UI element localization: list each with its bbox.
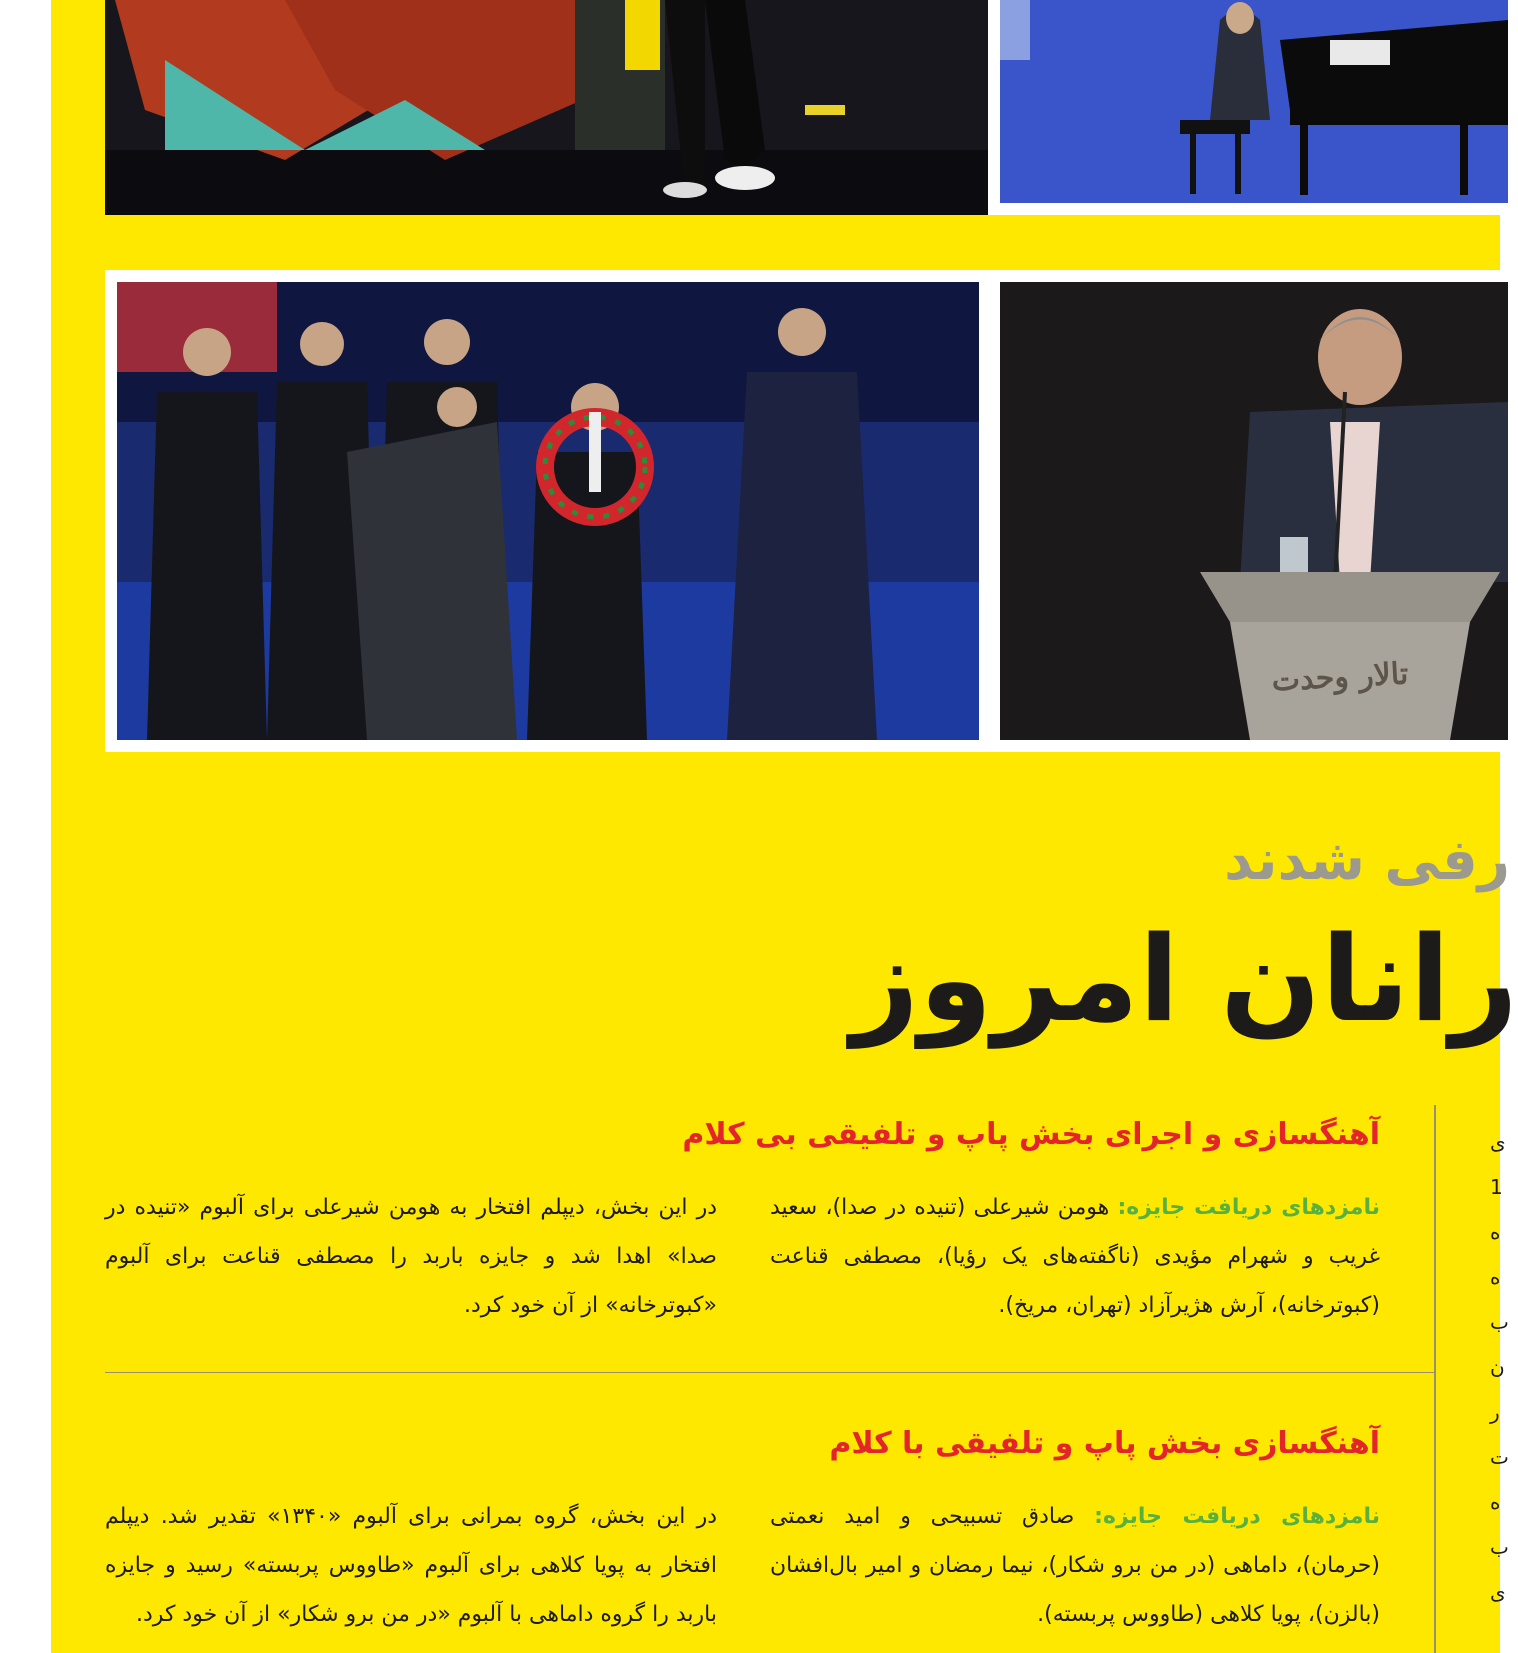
section1-title: آهنگسازی و اجرای بخش پاپ و تلفیقی بی کلام xyxy=(682,1117,1380,1152)
cropped-column-edge xyxy=(1490,1120,1509,1615)
edge-glyph: ه xyxy=(1490,1220,1501,1244)
edge-glyph: ر xyxy=(1490,1400,1500,1424)
section1-nominees-text: هومن شیرعلی (تنیده در صدا)، سعید غریب و شهرام مؤیدی (ناگفته‌های یک رؤیا)، مصطفی قناعت (کبوترخانه)، آرش هژیرآزاد (تهران، مریخ). xyxy=(770,1195,1380,1318)
headline-kicker: رفی شدند xyxy=(1224,828,1510,893)
section2-nominees-label: نامزدهای دریافت جایزه: xyxy=(1094,1504,1380,1529)
edge-glyph: ه xyxy=(1490,1490,1501,1514)
edge-glyph: ت xyxy=(1490,1445,1509,1469)
edge-glyph: ب xyxy=(1490,1310,1509,1334)
stage-carpet-image xyxy=(105,0,993,215)
section2-nominees xyxy=(770,1492,1380,1639)
headline-title: رانان امروز xyxy=(851,910,1518,1048)
edge-glyph: ه xyxy=(1490,1265,1501,1289)
award-ceremony-image xyxy=(117,282,979,740)
edge-glyph: ن xyxy=(1490,1355,1505,1379)
pianist-image xyxy=(1000,0,1508,203)
podium-inscription: تالار وحدت xyxy=(1270,656,1410,699)
section-divider-horizontal xyxy=(105,1372,1436,1373)
edge-glyph: ب xyxy=(1490,1535,1509,1559)
edge-glyph: ی xyxy=(1490,1130,1506,1154)
section2-nominees-text: صادق تسبیحی و امید نعمتی (حرمان)، داماهی (در من برو شکار)، نیما رمضان و امیر بال‌افشان (بالزن)، پویا کلاهی (طاووس پربسته). xyxy=(770,1504,1380,1627)
magazine-page xyxy=(51,0,1518,1653)
section1-nominees xyxy=(770,1183,1380,1330)
photo-award-ceremony xyxy=(105,270,991,752)
photo-pianist xyxy=(988,0,1508,215)
column-divider-vertical xyxy=(1434,1105,1436,1653)
section2-title: آهنگسازی بخش پاپ و تلفیقی با کلام xyxy=(829,1426,1380,1461)
section1-result: در این بخش، دیپلم افتخار به هومن شیرعلی برای آلبوم «تنیده در صدا» اهدا شد و جایزه باربد را مصطفی قناعت برای آلبوم «کبوترخانه» از آن خود کرد. xyxy=(105,1195,717,1318)
edge-glyph: ی xyxy=(1490,1580,1506,1604)
photo-speaker-podium xyxy=(988,270,1508,752)
photo-stage-carpet xyxy=(105,0,993,215)
section2-result: در این بخش، گروه بمرانی برای آلبوم «۱۳۴۰» تقدیر شد. دیپلم افتخار به پویا کلاهی برای آلبوم «طاووس پربسته» رسید و جایزه باربد را گروه داماهی با آلبوم «در من برو شکار» از آن خود کرد. xyxy=(105,1504,718,1627)
edge-glyph: 1 xyxy=(1490,1175,1503,1199)
section1-nominees-label: نامزدهای دریافت جایزه: xyxy=(1117,1195,1380,1220)
